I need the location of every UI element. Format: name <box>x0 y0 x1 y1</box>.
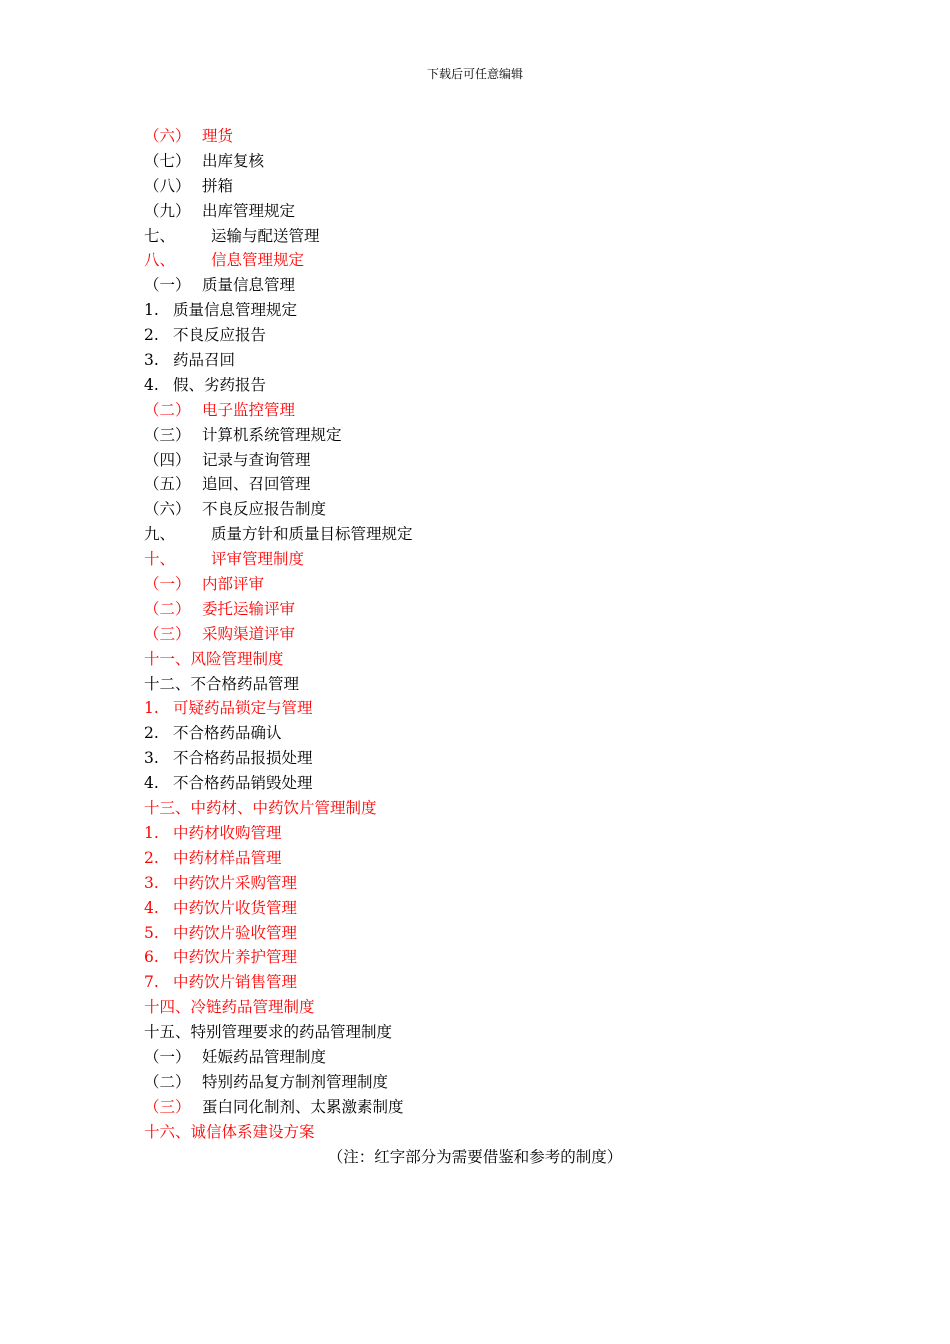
toc-number: （二） <box>144 599 191 618</box>
toc-line <box>144 1070 844 1095</box>
toc-title: 十二、不合格药品管理 <box>144 674 300 693</box>
toc-title: 评审管理制度 <box>211 550 305 569</box>
toc-title: 中药饮片采购管理 <box>173 873 298 892</box>
toc-line <box>144 398 844 423</box>
toc-line <box>144 1020 844 1045</box>
toc-title: 质量信息管理 <box>202 276 296 295</box>
toc-title: 十五、特别管理要求的药品管理制度 <box>144 1023 393 1042</box>
toc-line <box>144 348 844 373</box>
toc-title: 十三、中药材、中药饮片管理制度 <box>144 799 377 818</box>
toc-line <box>144 945 844 970</box>
toc-title: 不合格药品确认 <box>173 724 282 743</box>
toc-number: 2. <box>144 848 159 867</box>
toc-number: （八） <box>144 176 191 195</box>
toc-title: 不合格药品销毁处理 <box>173 774 313 793</box>
toc-title: 十一、风险管理制度 <box>144 649 284 668</box>
toc-title: 妊娠药品管理制度 <box>202 1047 327 1066</box>
toc-line <box>144 970 844 995</box>
toc-line <box>144 1045 844 1070</box>
toc-line <box>144 647 844 672</box>
toc-line <box>144 448 844 473</box>
toc-line <box>144 298 844 323</box>
toc-number: 5. <box>144 923 159 942</box>
toc-number: （一） <box>144 276 191 295</box>
toc-title: 计算机系统管理规定 <box>202 425 342 444</box>
toc-number: 十、 <box>144 550 176 569</box>
toc-number: （六） <box>144 127 191 145</box>
toc-line <box>144 672 844 697</box>
toc-number: 七、 <box>144 226 176 245</box>
toc-line <box>144 746 844 771</box>
toc-line <box>144 597 844 622</box>
toc-title: 中药饮片验收管理 <box>173 923 298 942</box>
toc-line <box>144 696 844 721</box>
toc-number: 1. <box>144 301 159 320</box>
toc-number: （九） <box>144 201 191 220</box>
toc-title: 采购渠道评审 <box>202 624 296 643</box>
toc-line <box>144 149 844 174</box>
toc-title: 不合格药品报损处理 <box>173 749 313 768</box>
toc-number: （三） <box>144 425 191 444</box>
toc-title: 中药材收购管理 <box>173 823 282 842</box>
toc-title: 信息管理规定 <box>211 251 305 270</box>
toc-line <box>144 423 844 448</box>
toc-title: 中药饮片收货管理 <box>173 898 298 917</box>
toc-title: 中药材样品管理 <box>173 848 282 867</box>
toc-title: 中药饮片养护管理 <box>173 948 298 967</box>
toc-number: 2. <box>144 326 159 345</box>
toc-number: （一） <box>144 1047 191 1066</box>
toc-line <box>144 846 844 871</box>
toc-number: 2. <box>144 724 159 743</box>
toc-number: （七） <box>144 151 191 170</box>
toc-title: 出库管理规定 <box>202 201 296 220</box>
toc-line <box>144 921 844 946</box>
toc-title: 运输与配送管理 <box>211 226 320 245</box>
toc-title: 中药饮片销售管理 <box>173 973 298 992</box>
toc-title: 不良反应报告 <box>173 326 267 345</box>
toc-number: 1. <box>144 699 159 718</box>
toc-line <box>144 1095 844 1120</box>
toc-title: 蛋白同化制剂、太累激素制度 <box>202 1097 404 1116</box>
toc-number: （一） <box>144 575 191 594</box>
toc-number: 八、 <box>144 251 176 270</box>
toc-number: 3. <box>144 351 159 370</box>
toc-line <box>144 472 844 497</box>
toc-number: 4. <box>144 375 159 394</box>
toc-line <box>144 273 844 298</box>
toc-line <box>144 248 844 273</box>
toc-line <box>144 721 844 746</box>
toc-title: 记录与查询管理 <box>202 450 311 469</box>
toc-number: 7. <box>144 973 159 992</box>
toc-line <box>144 1120 844 1145</box>
toc-number: 6. <box>144 948 159 967</box>
toc-number: 4. <box>144 898 159 917</box>
toc-title: 电子监控管理 <box>202 400 296 419</box>
toc-title: 特别药品复方制剂管理制度 <box>202 1072 389 1091</box>
toc-line <box>144 821 844 846</box>
toc-line <box>144 497 844 522</box>
toc-title: 质量信息管理规定 <box>173 301 298 320</box>
toc-title: 拼箱 <box>202 176 234 195</box>
toc-line <box>144 547 844 572</box>
toc-title: 十六、诚信体系建设方案 <box>144 1122 315 1141</box>
toc-line <box>144 174 844 199</box>
toc-line <box>144 373 844 398</box>
toc-title: 追回、召回管理 <box>202 475 311 494</box>
toc-number: 九、 <box>144 525 176 544</box>
toc-line <box>144 224 844 249</box>
toc-number: 4. <box>144 774 159 793</box>
toc-line <box>144 522 844 547</box>
toc-title: 可疑药品锁定与管理 <box>173 699 313 718</box>
toc-number: （二） <box>144 400 191 419</box>
toc-number: （三） <box>144 1097 191 1116</box>
toc-line <box>144 771 844 796</box>
toc-number: （二） <box>144 1072 191 1091</box>
toc-number: 1. <box>144 823 159 842</box>
page-header: 下载后可任意编辑 <box>426 67 523 81</box>
toc-title: 质量方针和质量目标管理规定 <box>211 525 413 544</box>
toc-title: 十四、冷链药品管理制度 <box>144 998 315 1017</box>
toc-title: 内部评审 <box>202 575 265 594</box>
toc-number: （六） <box>144 500 191 519</box>
toc-line <box>144 896 844 921</box>
toc-line <box>144 323 844 348</box>
toc-line <box>144 199 844 224</box>
toc-number: 3. <box>144 873 159 892</box>
toc-line <box>144 871 844 896</box>
toc-title: 出库复核 <box>202 151 265 170</box>
toc-line <box>144 124 844 149</box>
toc-line <box>144 622 844 647</box>
toc-line <box>144 796 844 821</box>
toc-number: （五） <box>144 475 191 494</box>
toc-line <box>144 995 844 1020</box>
toc-title: 药品召回 <box>173 351 236 370</box>
toc-title: 理货 <box>202 127 234 145</box>
toc-title: 委托运输评审 <box>202 599 296 618</box>
toc-number: （四） <box>144 450 191 469</box>
toc-title: 假、劣药报告 <box>173 375 267 394</box>
table-of-contents <box>144 124 844 1145</box>
toc-number: 3. <box>144 749 159 768</box>
toc-title: 不良反应报告制度 <box>202 500 327 519</box>
toc-number: （三） <box>144 624 191 643</box>
footnote: （注：红字部分为需要借鉴和参考的制度） <box>327 1148 623 1166</box>
toc-line <box>144 572 844 597</box>
